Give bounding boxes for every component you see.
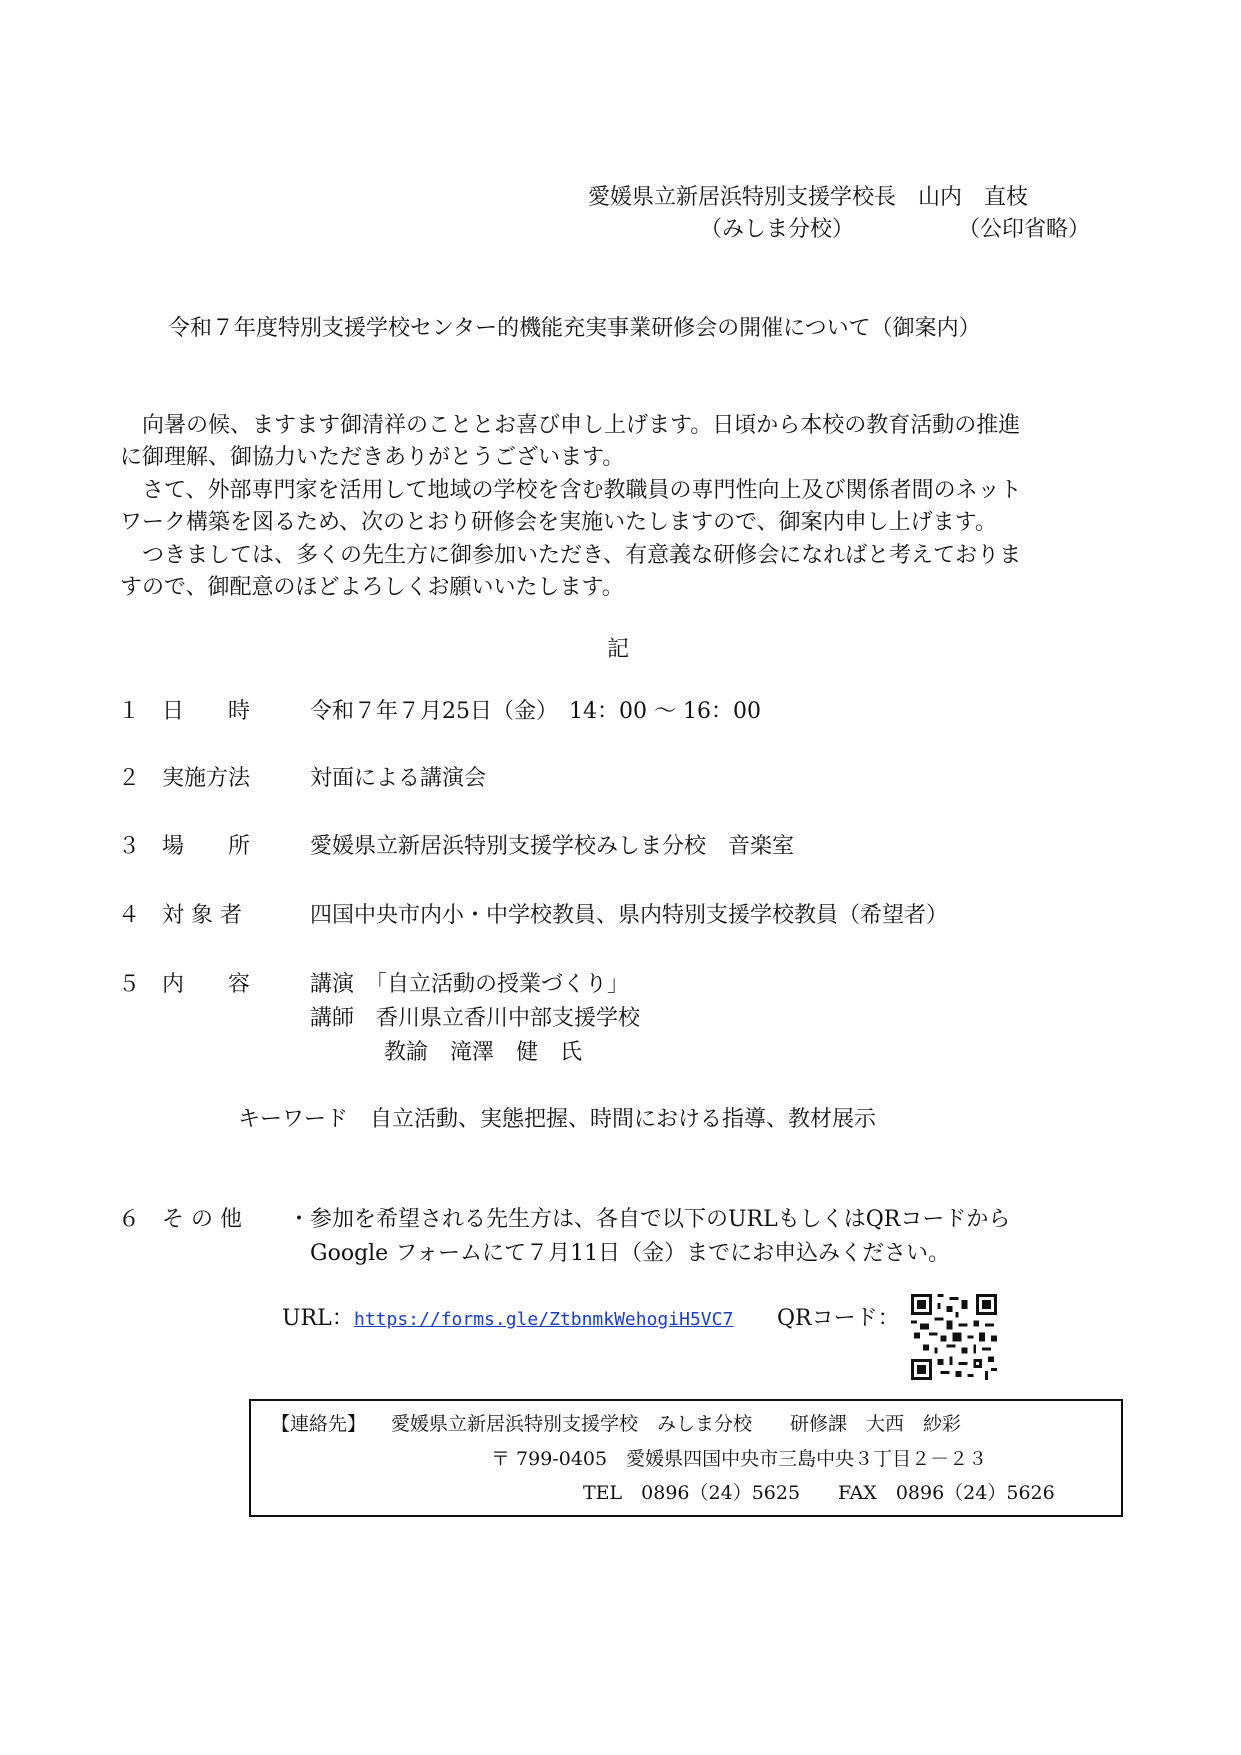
- item-number: ３: [118, 834, 141, 859]
- contact-phone-fax: TEL 0896（24）5625 FAX 0896（24）5626: [583, 1482, 1055, 1504]
- item-number: ５: [118, 972, 141, 997]
- body-line: すので、御配意のほどよろしくお願いいたします。: [120, 575, 624, 600]
- body-line: 向暑の候、ますます御清祥のこととお喜び申し上げます。日頃から本校の教育活動の推進: [120, 413, 1021, 438]
- ki-heading: 記: [607, 637, 630, 662]
- qr-label: QRコード：: [777, 1306, 900, 1331]
- signup-url-link[interactable]: https://forms.gle/ZtbnmkWehogiH5VC7: [354, 1309, 734, 1330]
- item-label-content: 内 容: [162, 972, 251, 997]
- lecture-title: 講演 「自立活動の授業づくり」: [310, 972, 630, 997]
- item-value-method: 対面による講演会: [310, 766, 487, 791]
- item-value-date: 令和７年７月25日（金） 14：00 〜 16：00: [310, 699, 761, 724]
- contact-address: 〒 799-0405 愛媛県四国中央市三島中央３丁目２－２３: [491, 1448, 988, 1470]
- item-label-place: 場 所: [162, 834, 251, 859]
- contact-box: [249, 1399, 1123, 1517]
- item-number: ４: [118, 903, 141, 928]
- sender-name: 愛媛県立新居浜特別支援学校長 山内 直枝: [588, 185, 1029, 210]
- other-line-1: ・参加を希望される先生方は、各自で以下のURLもしくはQRコードから: [288, 1207, 1011, 1232]
- item-value-target: 四国中央市内小・中学校教員、県内特別支援学校教員（希望者）: [310, 903, 949, 928]
- item-label-date: 日 時: [162, 699, 251, 724]
- body-line: さて、外部専門家を活用して地域の学校を含む教職員の専門性向上及び関係者間のネット: [120, 478, 1022, 503]
- document-title: 令和７年度特別支援学校センター的機能充実事業研修会の開催について（御案内）: [168, 316, 981, 341]
- item-label-other: そ の 他: [162, 1207, 242, 1232]
- body-line: に御理解、御協力いただきありがとうございます。: [120, 445, 625, 470]
- item-number: ２: [118, 766, 141, 791]
- keywords: キーワード 自立活動、実態把握、時間における指導、教材展示: [238, 1107, 877, 1132]
- item-value-place: 愛媛県立新居浜特別支援学校みしま分校 音楽室: [310, 834, 795, 859]
- item-number: ６: [118, 1207, 141, 1232]
- item-label-target: 対 象 者: [162, 903, 242, 928]
- item-label-method: 実施方法: [162, 766, 251, 791]
- contact-label: 【連絡先】: [271, 1413, 367, 1435]
- body-line: つきましては、多くの先生方に御参加いただき、有意義な研修会になればと考えておりま: [120, 543, 1022, 568]
- sender-branch: （みしま分校）: [700, 217, 855, 242]
- qr-code-icon[interactable]: [911, 1294, 997, 1380]
- contact-org: 愛媛県立新居浜特別支援学校 みしま分校 研修課 大西 紗彩: [391, 1413, 962, 1435]
- body-line: ワーク構築を図るため、次のとおり研修会を実施いたしますので、御案内申し上げます。: [120, 510, 997, 535]
- item-number: １: [118, 699, 141, 724]
- lecturer-school: 講師 香川県立香川中部支援学校: [310, 1006, 641, 1031]
- lecturer-name: 教諭 滝澤 健 氏: [384, 1040, 583, 1065]
- seal-omitted: （公印省略）: [958, 217, 1091, 242]
- url-label: URL：: [282, 1306, 354, 1331]
- other-line-2: Google フォームにて７月11日（金）までにお申込みください。: [310, 1241, 951, 1266]
